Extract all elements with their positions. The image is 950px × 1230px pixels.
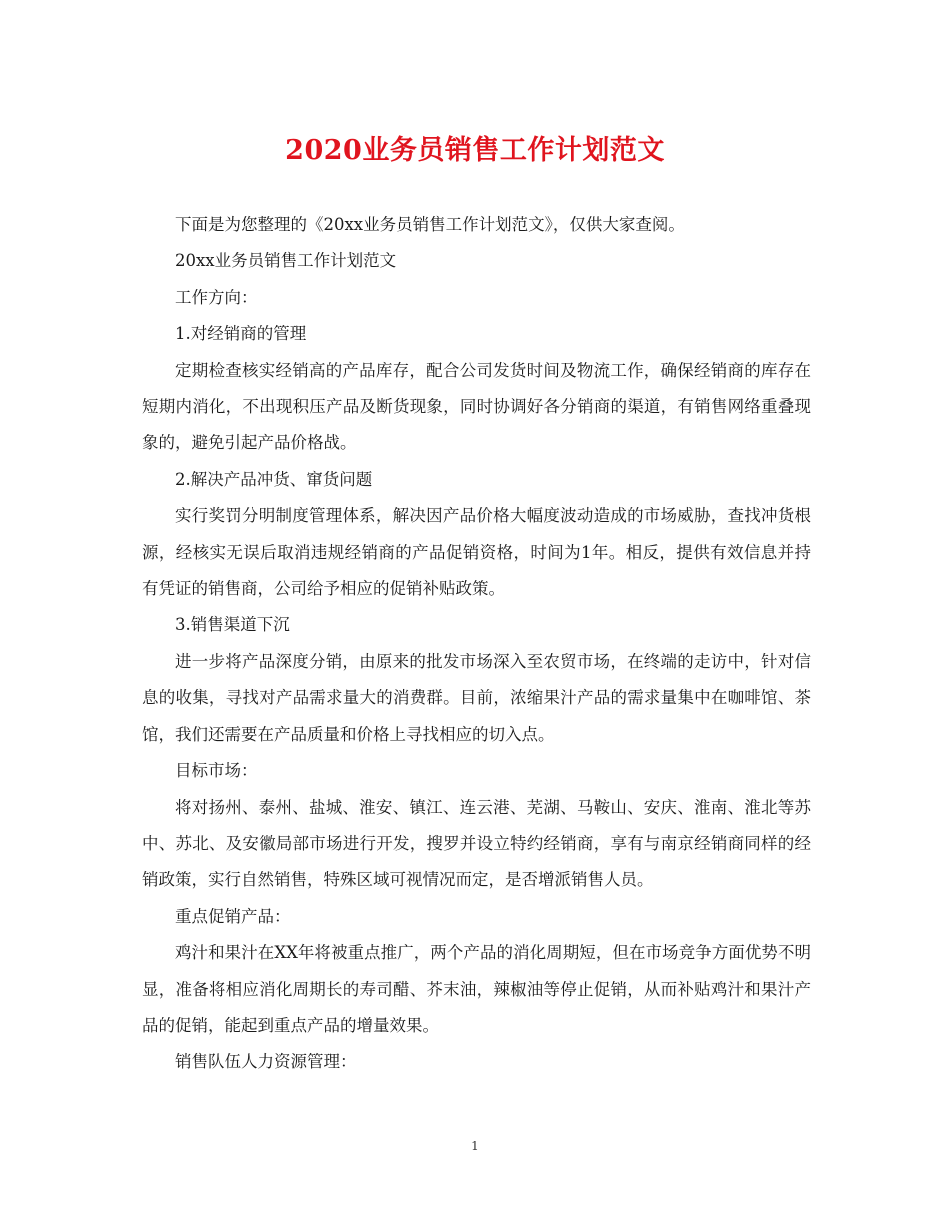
subsection-heading: 2.解决产品冲货、窜货问题 <box>175 469 373 489</box>
section-heading: 销售队伍人力资源管理： <box>175 1052 357 1072</box>
section-heading: 目标市场： <box>175 761 258 781</box>
paragraph: 实行奖罚分明制度管理体系，解决因产品价格大幅度波动造成的市场威胁，查找冲货根源，经核实无误后取消违规经销商的产品促销资格，时间为1年。相反，提供有效信息并持有凭证的销售商，公司给予相应的促销补贴政策。 <box>142 506 811 599</box>
page-number: 1 <box>471 1139 479 1153</box>
subsection-heading: 3.销售渠道下沉 <box>175 615 290 635</box>
subsection-heading: 1.对经销商的管理 <box>175 324 307 344</box>
paragraph: 定期检查核实经销高的产品库存，配合公司发货时间及物流工作，确保经销商的库存在短期内消化，不出现积压产品及断货现象，同时协调好各分销商的渠道，有销售网络重叠现象的，避免引起产品价格战。 <box>142 360 811 453</box>
document-title: 2020业务员销售工作计划范文 <box>285 135 665 166</box>
paragraph: 下面是为您整理的《20xx业务员销售工作计划范文》，仅供大家查阅。 <box>175 215 685 234</box>
paragraph: 将对扬州、泰州、盐城、淮安、镇江、连云港、芜湖、马鞍山、安庆、淮南、淮北等苏中、苏北、及安徽局部市场进行开发，搜罗并设立特约经销商，享有与南京经销商同样的经销政策，实行自然销售，特殊区域可视情况而定，是否增派销售人员。 <box>142 797 811 890</box>
paragraph: 20xx业务员销售工作计划范文 <box>175 251 397 271</box>
section-heading: 工作方向： <box>175 287 258 307</box>
paragraph: 鸡汁和果汁在XX年将被重点推广，两个产品的消化周期短，但在市场竞争方面优势不明显，准备将相应消化周期长的寿司醋、芥末油，辣椒油等停止促销，从而补贴鸡汁和果汁产品的促销，能起到重点产品的增量效果。 <box>142 943 811 1035</box>
paragraph: 进一步将产品深度分销，由原来的批发市场深入至农贸市场，在终端的走访中，针对信息的收集，寻找对产品需求量大的消费群。目前，浓缩果汁产品的需求量集中在咖啡馆、茶馆，我们还需要在产品质量和价格上寻找相应的切入点。 <box>142 651 811 744</box>
document-body <box>142 207 811 1081</box>
section-heading: 重点促销产品： <box>175 906 291 926</box>
